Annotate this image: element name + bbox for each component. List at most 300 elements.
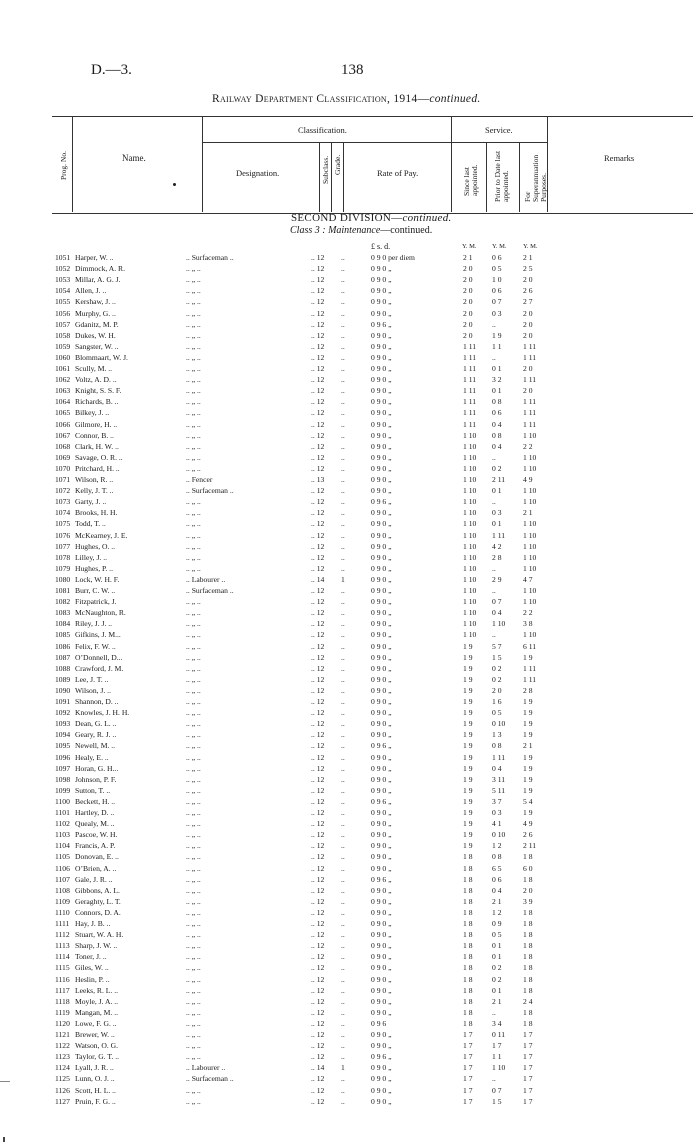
designation-cell: .. „ .. xyxy=(186,863,201,873)
table-row xyxy=(0,598,700,606)
prior-cell: 0 11 xyxy=(492,1030,506,1039)
name-cell: Riley, J. J. .. xyxy=(75,619,113,629)
since-cell: 1 10 xyxy=(463,541,477,551)
name-cell: Connors, D. A. xyxy=(75,907,121,917)
since-cell: 1 9 xyxy=(463,641,473,651)
prior-cell: 0 10 xyxy=(492,830,506,840)
rate-cell: 0 9 0 „ xyxy=(371,863,392,873)
designation-cell: .. „ .. xyxy=(186,630,201,640)
prog-no-cell: 1051 xyxy=(55,253,71,262)
prior-cell: 2 1 xyxy=(492,996,502,1006)
subclass-cell: .. 12 xyxy=(311,641,325,651)
prior-cell: 0 4 xyxy=(492,763,502,773)
super-cell: 1 9 xyxy=(523,774,533,784)
prog-no-cell: 1109 xyxy=(55,896,70,906)
prog-no-cell: 1059 xyxy=(55,341,71,351)
subclass-cell: .. 12 xyxy=(311,697,325,706)
name-cell: Pruin, F. G. .. xyxy=(75,1096,116,1106)
subclass-cell: .. 12 xyxy=(311,996,325,1006)
table-row xyxy=(0,498,700,506)
prog-no-cell: 1081 xyxy=(55,586,71,595)
designation-cell: .. „ .. xyxy=(186,341,201,351)
super-cell: 1 10 xyxy=(523,563,537,573)
name-cell: O’Brien, A. .. xyxy=(75,863,117,873)
since-cell: 2 0 xyxy=(463,286,473,296)
subclass-cell: .. 12 xyxy=(311,663,325,673)
rate-cell: 0 9 0 „ xyxy=(371,463,392,473)
super-cell: 1 8 xyxy=(523,1007,533,1017)
grade-cell: .. xyxy=(341,286,345,296)
subclass-cell: .. 12 xyxy=(311,952,325,962)
subclass-cell: .. 12 xyxy=(311,885,325,895)
rate-cell: 0 9 0 „ xyxy=(371,974,392,984)
subclass-cell: .. 12 xyxy=(311,441,325,451)
prior-cell: 0 8 xyxy=(492,397,502,407)
subclass-cell: .. 12 xyxy=(311,930,325,940)
rate-cell: 0 9 0 „ xyxy=(371,341,392,351)
name-cell: Dimmock, A. R. xyxy=(75,264,125,274)
prog-no-cell: 1064 xyxy=(55,397,71,407)
since-cell: 1 10 xyxy=(463,430,477,440)
since-cell: 1 10 xyxy=(463,441,477,451)
designation-cell: .. „ .. xyxy=(186,685,201,695)
super-cell: 1 11 xyxy=(523,352,537,362)
since-cell: 1 11 xyxy=(463,408,477,418)
prior-cell: .. xyxy=(492,586,496,595)
since-cell: 1 10 xyxy=(463,519,477,529)
prog-no-cell: 1100 xyxy=(55,796,70,806)
rate-cell: 0 9 0 „ xyxy=(371,830,392,840)
super-cell: 1 7 xyxy=(523,1096,533,1106)
table-row xyxy=(0,487,700,495)
name-cell: Blommaart, W. J. xyxy=(75,352,128,362)
super-cell: 2 11 xyxy=(523,841,537,851)
designation-cell: .. „ .. xyxy=(186,1007,201,1017)
designation-cell: .. „ .. xyxy=(186,796,201,806)
name-cell: Crawford, J. M. xyxy=(75,663,124,673)
prog-no-cell: 1107 xyxy=(55,874,70,884)
table-row xyxy=(0,409,700,417)
super-cell: 3 8 xyxy=(523,619,533,629)
table-row xyxy=(0,343,700,351)
designation-cell: .. „ .. xyxy=(186,985,201,995)
rate-cell: 0 9 0 „ xyxy=(371,808,392,817)
designation-cell: .. „ .. xyxy=(186,541,201,551)
since-cell: 2 1 xyxy=(463,253,473,262)
designation-cell: .. „ .. xyxy=(186,608,201,618)
super-cell: 3 9 xyxy=(523,896,533,906)
rate-cell: 0 9 0 „ xyxy=(371,674,392,684)
super-cell: 2 5 xyxy=(523,264,533,274)
designation-cell: .. „ .. xyxy=(186,708,201,718)
table-row xyxy=(0,1064,700,1072)
super-cell: 2 0 xyxy=(523,319,533,329)
grade-cell: .. xyxy=(341,341,345,351)
divider-since xyxy=(486,142,487,212)
prog-no-cell: 1124 xyxy=(55,1063,70,1073)
grade-cell: .. xyxy=(341,697,345,706)
table-row xyxy=(0,276,700,284)
name-cell: Brewer, W. .. xyxy=(75,1030,115,1039)
rate-cell: 0 9 6 xyxy=(371,1018,387,1028)
col-rate-of-pay: Rate of Pay. xyxy=(377,168,419,178)
rate-cell: 0 9 0 „ xyxy=(371,719,392,729)
super-cell: 1 7 xyxy=(523,1030,533,1039)
subclass-cell: .. 12 xyxy=(311,497,325,507)
super-cell: 2 2 xyxy=(523,441,533,451)
designation-cell: .. „ .. xyxy=(186,319,201,329)
grade-cell: .. xyxy=(341,419,345,429)
prior-cell: 0 4 xyxy=(492,608,502,618)
rate-cell: 0 9 0 „ xyxy=(371,730,392,740)
super-cell: 1 11 xyxy=(523,397,537,407)
super-cell: 1 7 xyxy=(523,1085,533,1095)
designation-cell: .. „ .. xyxy=(186,364,201,373)
name-cell: Harper, W. .. xyxy=(75,253,114,262)
subclass-cell: .. 12 xyxy=(311,985,325,995)
prior-cell: 2 11 xyxy=(492,475,506,484)
designation-cell: .. „ .. xyxy=(186,563,201,573)
name-cell: Gibbons, A. L. xyxy=(75,885,120,895)
table-row xyxy=(0,565,700,573)
super-cell: 1 7 xyxy=(523,1052,533,1062)
rate-cell: 0 9 0 „ xyxy=(371,685,392,695)
since-cell: 2 0 xyxy=(463,308,473,318)
table-row xyxy=(0,321,700,329)
rate-cell: 0 9 0 „ xyxy=(371,364,392,373)
table-row xyxy=(0,853,700,861)
super-cell: 1 9 xyxy=(523,719,533,729)
designation-cell: .. „ .. xyxy=(186,1030,201,1039)
prior-cell: 1 11 xyxy=(492,752,506,762)
rate-cell: 0 9 0 „ xyxy=(371,264,392,274)
name-cell: Gdanitz, M. P. xyxy=(75,319,119,329)
super-cell: 1 11 xyxy=(523,674,537,684)
designation-cell: .. „ .. xyxy=(186,752,201,762)
subclass-cell: .. 12 xyxy=(311,1085,325,1095)
prog-no-cell: 1112 xyxy=(55,930,70,940)
since-cell: 1 9 xyxy=(463,652,473,662)
rate-cell: 0 9 6 „ xyxy=(371,796,392,806)
super-cell: 1 9 xyxy=(523,785,533,795)
rate-cell: 0 9 0 „ xyxy=(371,619,392,629)
prog-no-cell: 1070 xyxy=(55,463,71,473)
prog-no-cell: 1127 xyxy=(55,1096,70,1106)
designation-cell: .. „ .. xyxy=(186,730,201,740)
grade-cell: .. xyxy=(341,930,345,940)
prog-no-cell: 1097 xyxy=(55,763,71,773)
prior-cell: 0 1 xyxy=(492,519,502,529)
table-row xyxy=(0,654,700,662)
designation-cell: .. „ .. xyxy=(186,907,201,917)
prior-cell: 1 6 xyxy=(492,697,502,706)
prior-cell: 0 2 xyxy=(492,963,502,973)
since-cell: 1 10 xyxy=(463,452,477,462)
rate-cell: 0 9 0 „ xyxy=(371,452,392,462)
since-cell: 1 9 xyxy=(463,841,473,851)
prog-no-cell: 1113 xyxy=(55,941,70,951)
name-cell: Knowles, J. H. H. xyxy=(75,708,130,718)
super-cell: 1 10 xyxy=(523,463,537,473)
designation-cell: .. „ .. xyxy=(186,874,201,884)
subclass-cell: .. 12 xyxy=(311,763,325,773)
prior-cell: 0 4 xyxy=(492,441,502,451)
subclass-cell: .. 12 xyxy=(311,774,325,784)
super-cell: 2 2 xyxy=(523,608,533,618)
since-cell: 1 9 xyxy=(463,685,473,695)
table-row xyxy=(0,865,700,873)
table-row xyxy=(0,454,700,462)
prog-no-cell: 1068 xyxy=(55,441,71,451)
grade-cell: .. xyxy=(341,630,345,640)
rate-cell: 0 9 0 „ xyxy=(371,541,392,551)
table-row xyxy=(0,820,700,828)
division-heading xyxy=(291,212,452,224)
name-cell: Lyall, J. R. .. xyxy=(75,1063,114,1073)
grade-cell: .. xyxy=(341,841,345,851)
name-cell: Gilmore, H. .. xyxy=(75,419,118,429)
prior-cell: .. xyxy=(492,1007,496,1017)
super-units: Y. M. xyxy=(523,243,538,250)
name-cell: Garty, J. .. xyxy=(75,497,107,507)
designation-cell: .. „ .. xyxy=(186,896,201,906)
rate-cell: 0 9 0 „ xyxy=(371,586,392,595)
since-cell: 1 11 xyxy=(463,397,477,407)
grade-cell: .. xyxy=(341,663,345,673)
designation-cell: .. „ .. xyxy=(186,352,201,362)
since-cell: 1 7 xyxy=(463,1052,473,1062)
designation-cell: .. „ .. xyxy=(186,264,201,274)
subclass-cell: .. 12 xyxy=(311,841,325,851)
prog-no-cell: 1105 xyxy=(55,852,70,862)
subclass-cell: .. 12 xyxy=(311,1007,325,1017)
rate-cell: 0 9 0 „ xyxy=(371,508,392,518)
grade-cell: .. xyxy=(341,685,345,695)
super-cell: 1 7 xyxy=(523,1041,533,1051)
table-row xyxy=(0,509,700,517)
name-cell: Newell, M. .. xyxy=(75,741,116,751)
grade-cell: .. xyxy=(341,652,345,662)
col-subclass: Subclass. xyxy=(321,155,330,184)
table-row xyxy=(0,620,700,628)
grade-cell: .. xyxy=(341,1085,345,1095)
grade-cell: .. xyxy=(341,641,345,651)
since-cell: 2 0 xyxy=(463,297,473,307)
since-cell: 1 7 xyxy=(463,1041,473,1051)
class-heading xyxy=(290,225,432,236)
grade-cell: .. xyxy=(341,475,345,484)
page-number: 138 xyxy=(341,62,364,78)
super-cell: 4 9 xyxy=(523,475,533,484)
grade-cell: .. xyxy=(341,253,345,262)
table-row xyxy=(0,576,700,584)
since-cell: 1 10 xyxy=(463,530,477,540)
rate-cell: 0 9 0 „ xyxy=(371,286,392,296)
col-classification: Classification. xyxy=(298,125,347,135)
since-cell: 1 8 xyxy=(463,919,473,928)
subclass-cell: .. 12 xyxy=(311,297,325,307)
name-cell: Connor, B. .. xyxy=(75,430,114,440)
name-cell: Richards, B. .. xyxy=(75,397,119,407)
name-cell: Knight, S. S. F. xyxy=(75,386,122,396)
table-row xyxy=(0,942,700,950)
subclass-cell: .. 12 xyxy=(311,896,325,906)
grade-cell: .. xyxy=(341,1074,345,1084)
rate-cell: 0 9 0 „ xyxy=(371,552,392,562)
prog-no-cell: 1126 xyxy=(55,1085,70,1095)
name-cell: Pritchard, H. .. xyxy=(75,463,120,473)
grade-cell: 1 xyxy=(341,1063,345,1073)
grade-cell: .. xyxy=(341,397,345,407)
super-cell: 2 0 xyxy=(523,330,533,340)
since-cell: 1 10 xyxy=(463,608,477,618)
name-cell: Geraghty, L. T. xyxy=(75,896,121,906)
table-row xyxy=(0,798,700,806)
table-row xyxy=(0,643,700,651)
since-cell: 1 8 xyxy=(463,863,473,873)
grade-cell: .. xyxy=(341,441,345,451)
super-cell: 1 10 xyxy=(523,530,537,540)
table-row xyxy=(0,398,700,406)
rate-cell: 0 9 0 „ xyxy=(371,530,392,540)
prior-units: Y. M. xyxy=(492,243,507,250)
since-cell: 1 9 xyxy=(463,785,473,795)
table-row xyxy=(0,687,700,695)
prog-no-cell: 1054 xyxy=(55,286,71,296)
table-row xyxy=(0,609,700,617)
super-cell: 1 8 xyxy=(523,1018,533,1028)
rate-cell: 0 9 0 „ xyxy=(371,819,392,829)
subclass-cell: .. 12 xyxy=(311,974,325,984)
name-cell: Dean, G. L. .. xyxy=(75,719,117,729)
since-cell: 1 7 xyxy=(463,1085,473,1095)
subclass-cell: .. 12 xyxy=(311,685,325,695)
table-row xyxy=(0,631,700,639)
division-continued: continued. xyxy=(402,212,452,224)
prog-no-cell: 1087 xyxy=(55,652,71,662)
super-cell: 5 4 xyxy=(523,796,533,806)
designation-cell: .. „ .. xyxy=(186,275,201,285)
super-cell: 1 8 xyxy=(523,985,533,995)
grade-cell: .. xyxy=(341,275,345,285)
grade-cell: .. xyxy=(341,674,345,684)
division-main: SECOND DIVISION— xyxy=(291,212,403,224)
prog-no-cell: 1119 xyxy=(55,1007,70,1017)
designation-cell: .. „ .. xyxy=(186,852,201,862)
designation-cell: .. „ .. xyxy=(186,785,201,795)
name-cell: Quealy, M. .. xyxy=(75,819,115,829)
subclass-cell: .. 12 xyxy=(311,408,325,418)
table-row xyxy=(0,720,700,728)
super-cell: 2 1 xyxy=(523,508,533,518)
designation-cell: .. „ .. xyxy=(186,819,201,829)
designation-cell: .. „ .. xyxy=(186,697,201,706)
grade-cell: .. xyxy=(341,985,345,995)
table-row xyxy=(0,1009,700,1017)
name-cell: Taylor, G. T. .. xyxy=(75,1052,120,1062)
rate-cell: 0 9 0 „ xyxy=(371,308,392,318)
designation-cell: .. „ .. xyxy=(186,419,201,429)
name-cell: Allen, J. .. xyxy=(75,286,107,296)
rate-cell: 0 9 0 „ xyxy=(371,1041,392,1051)
rate-cell: 0 9 6 „ xyxy=(371,319,392,329)
since-cell: 1 9 xyxy=(463,796,473,806)
pay-units: £ s. d. xyxy=(371,242,391,251)
grade-cell: .. xyxy=(341,386,345,396)
prog-no-cell: 1082 xyxy=(55,597,71,607)
super-cell: 1 10 xyxy=(523,541,537,551)
grade-cell: .. xyxy=(341,330,345,340)
since-cell: 1 9 xyxy=(463,663,473,673)
grade-cell: .. xyxy=(341,941,345,951)
rate-cell: 0 9 0 „ xyxy=(371,896,392,906)
super-cell: 1 7 xyxy=(523,1063,533,1073)
since-cell: 1 11 xyxy=(463,375,477,385)
table-row xyxy=(0,731,700,739)
name-cell: Hartley, D. .. xyxy=(75,808,115,817)
rate-cell: 0 9 0 „ xyxy=(371,597,392,607)
name-cell: Mangan, M. .. xyxy=(75,1007,119,1017)
prior-cell: 1 9 xyxy=(492,330,502,340)
grade-cell: .. xyxy=(341,308,345,318)
prog-no-cell: 1116 xyxy=(55,974,70,984)
rate-cell: 0 9 0 „ xyxy=(371,1085,392,1095)
rate-cell: 0 9 6 „ xyxy=(371,497,392,507)
rate-cell: 0 9 0 „ xyxy=(371,408,392,418)
since-cell: 1 10 xyxy=(463,563,477,573)
rate-cell: 0 9 0 „ xyxy=(371,1063,392,1073)
subclass-cell: .. 12 xyxy=(311,830,325,840)
name-cell: Sutton, T. .. xyxy=(75,785,111,795)
prior-cell: 1 5 xyxy=(492,1096,502,1106)
table-row xyxy=(0,332,700,340)
since-cell: 1 9 xyxy=(463,774,473,784)
grade-cell: .. xyxy=(341,408,345,418)
super-cell: 1 10 xyxy=(523,486,537,496)
divider-prior xyxy=(519,142,520,212)
since-cell: 1 8 xyxy=(463,941,473,951)
since-cell: 1 8 xyxy=(463,974,473,984)
table-row xyxy=(0,432,700,440)
subclass-cell: .. 12 xyxy=(311,1074,325,1084)
prior-cell: 2 8 xyxy=(492,552,502,562)
grade-cell: .. xyxy=(341,1018,345,1028)
divider-name xyxy=(202,116,203,212)
prior-cell: 0 1 xyxy=(492,486,502,496)
prog-no-cell: 1104 xyxy=(55,841,70,851)
since-cell: 2 0 xyxy=(463,330,473,340)
designation-cell: .. „ .. xyxy=(186,963,201,973)
table-row xyxy=(0,676,700,684)
super-cell: 1 9 xyxy=(523,697,533,706)
designation-cell: .. „ .. xyxy=(186,652,201,662)
super-cell: 6 11 xyxy=(523,641,537,651)
designation-cell: .. „ .. xyxy=(186,386,201,396)
rate-cell: 0 9 0 „ xyxy=(371,386,392,396)
rate-cell: 0 9 0 „ xyxy=(371,663,392,673)
rate-cell: 0 9 0 „ xyxy=(371,1007,392,1017)
prior-cell: 6 5 xyxy=(492,863,502,873)
prior-cell: 2 1 xyxy=(492,896,502,906)
subclass-cell: .. 12 xyxy=(311,330,325,340)
prior-cell: 0 2 xyxy=(492,674,502,684)
prog-no-cell: 1090 xyxy=(55,685,71,695)
col-remarks: Remarks xyxy=(604,153,635,163)
super-cell: 1 9 xyxy=(523,652,533,662)
designation-cell: .. Surfaceman .. xyxy=(186,1074,234,1084)
super-cell: 4 7 xyxy=(523,574,533,584)
prior-cell: .. xyxy=(492,319,496,329)
